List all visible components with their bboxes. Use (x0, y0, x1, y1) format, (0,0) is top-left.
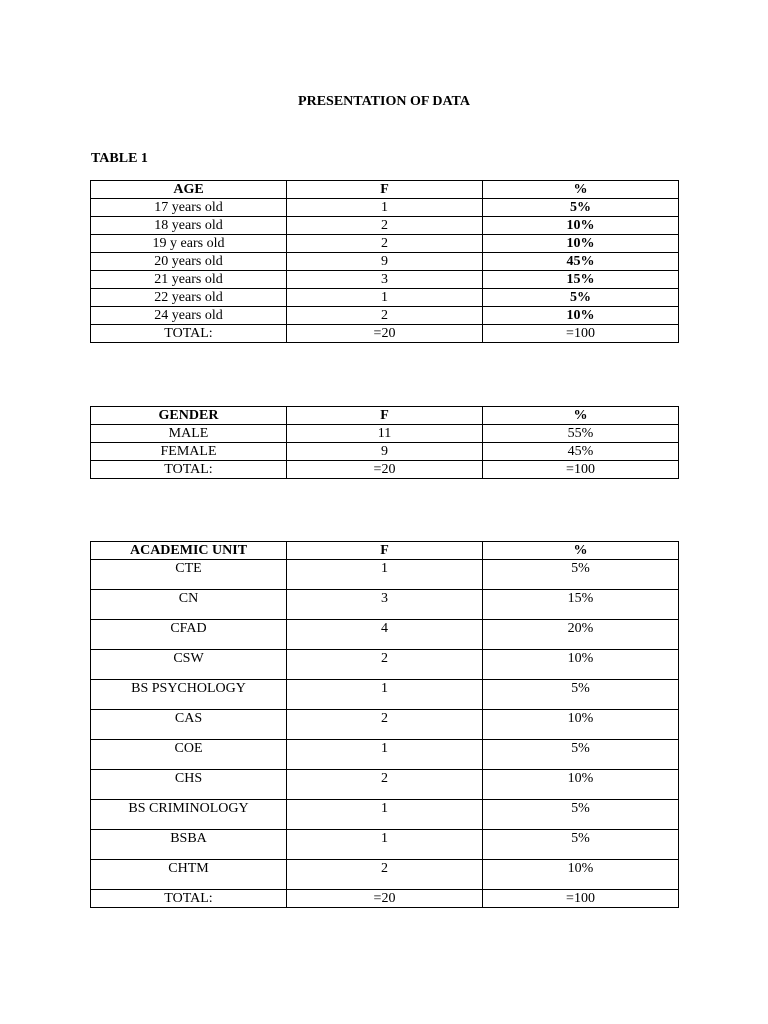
frequency-cell: 2 (287, 770, 483, 800)
total-label: TOTAL: (91, 890, 287, 908)
total-label: TOTAL: (91, 461, 287, 479)
frequency-cell: 1 (287, 680, 483, 710)
frequency-cell: 2 (287, 860, 483, 890)
table-row (91, 860, 679, 890)
unit-cell: COE (91, 740, 287, 770)
table-row (91, 830, 679, 860)
percent-cell: 10% (483, 217, 679, 235)
unit-cell: BS CRIMINOLOGY (91, 800, 287, 830)
table-row (91, 560, 679, 590)
header-cell: F (287, 407, 483, 425)
page-title: PRESENTATION OF DATA (298, 94, 470, 109)
frequency-cell: 3 (287, 271, 483, 289)
total-frequency: =20 (287, 890, 483, 908)
total-row (91, 325, 679, 343)
table-row (91, 307, 679, 325)
table-row (91, 217, 679, 235)
total-percent: =100 (483, 890, 679, 908)
unit-cell: CTE (91, 560, 287, 590)
percent-cell: 10% (483, 770, 679, 800)
frequency-cell: 2 (287, 307, 483, 325)
percent-cell: 5% (483, 560, 679, 590)
age-cell: 17 years old (91, 199, 287, 217)
table-row (91, 710, 679, 740)
percent-cell: 5% (483, 740, 679, 770)
unit-cell: BSBA (91, 830, 287, 860)
unit-cell: CAS (91, 710, 287, 740)
percent-cell: 45% (483, 253, 679, 271)
table-row (91, 740, 679, 770)
percent-cell: 20% (483, 620, 679, 650)
age-cell: 18 years old (91, 217, 287, 235)
percent-cell: 10% (483, 235, 679, 253)
table-row (91, 425, 679, 443)
unit-cell: CHTM (91, 860, 287, 890)
table-row (91, 289, 679, 307)
frequency-cell: 2 (287, 235, 483, 253)
table-row (91, 271, 679, 289)
unit-cell: BS PSYCHOLOGY (91, 680, 287, 710)
frequency-cell: 2 (287, 217, 483, 235)
unit-cell: CFAD (91, 620, 287, 650)
unit-cell: CSW (91, 650, 287, 680)
table-row (91, 443, 679, 461)
table-row (91, 620, 679, 650)
total-label: TOTAL: (91, 325, 287, 343)
unit-cell: CN (91, 590, 287, 620)
percent-cell: 5% (483, 680, 679, 710)
unit-cell: CHS (91, 770, 287, 800)
percent-cell: 5% (483, 289, 679, 307)
table-row (91, 235, 679, 253)
header-cell: % (483, 181, 679, 199)
total-percent: =100 (483, 325, 679, 343)
table-row (91, 253, 679, 271)
frequency-cell: 2 (287, 710, 483, 740)
percent-cell: 15% (483, 271, 679, 289)
gender-cell: MALE (91, 425, 287, 443)
frequency-cell: 1 (287, 830, 483, 860)
table-row (91, 770, 679, 800)
header-cell: F (287, 542, 483, 560)
frequency-cell: 1 (287, 740, 483, 770)
table-row (91, 800, 679, 830)
total-row (91, 461, 679, 479)
header-cell: GENDER (91, 407, 287, 425)
frequency-cell: 9 (287, 253, 483, 271)
percent-cell: 5% (483, 800, 679, 830)
frequency-cell: 1 (287, 560, 483, 590)
table-row (91, 590, 679, 620)
header-cell: F (287, 181, 483, 199)
frequency-cell: 2 (287, 650, 483, 680)
table-header-row (91, 407, 679, 425)
percent-cell: 5% (483, 199, 679, 217)
table-row (91, 680, 679, 710)
header-cell: % (483, 542, 679, 560)
age-table (90, 180, 679, 343)
age-cell: 24 years old (91, 307, 287, 325)
frequency-cell: 1 (287, 289, 483, 307)
gender-cell: FEMALE (91, 443, 287, 461)
frequency-cell: 11 (287, 425, 483, 443)
percent-cell: 55% (483, 425, 679, 443)
table-header-row (91, 542, 679, 560)
total-frequency: =20 (287, 461, 483, 479)
total-percent: =100 (483, 461, 679, 479)
frequency-cell: 1 (287, 800, 483, 830)
table-label: TABLE 1 (91, 151, 148, 166)
percent-cell: 10% (483, 650, 679, 680)
header-cell: AGE (91, 181, 287, 199)
total-row (91, 890, 679, 908)
frequency-cell: 3 (287, 590, 483, 620)
gender-table (90, 406, 679, 479)
total-frequency: =20 (287, 325, 483, 343)
table-row (91, 650, 679, 680)
age-cell: 19 y ears old (91, 235, 287, 253)
frequency-cell: 4 (287, 620, 483, 650)
percent-cell: 15% (483, 590, 679, 620)
percent-cell: 10% (483, 860, 679, 890)
percent-cell: 45% (483, 443, 679, 461)
frequency-cell: 9 (287, 443, 483, 461)
table-row (91, 199, 679, 217)
percent-cell: 5% (483, 830, 679, 860)
header-cell: ACADEMIC UNIT (91, 542, 287, 560)
percent-cell: 10% (483, 307, 679, 325)
age-cell: 20 years old (91, 253, 287, 271)
age-cell: 21 years old (91, 271, 287, 289)
table-header-row (91, 181, 679, 199)
age-cell: 22 years old (91, 289, 287, 307)
academic-unit-table (90, 541, 679, 908)
percent-cell: 10% (483, 710, 679, 740)
header-cell: % (483, 407, 679, 425)
frequency-cell: 1 (287, 199, 483, 217)
